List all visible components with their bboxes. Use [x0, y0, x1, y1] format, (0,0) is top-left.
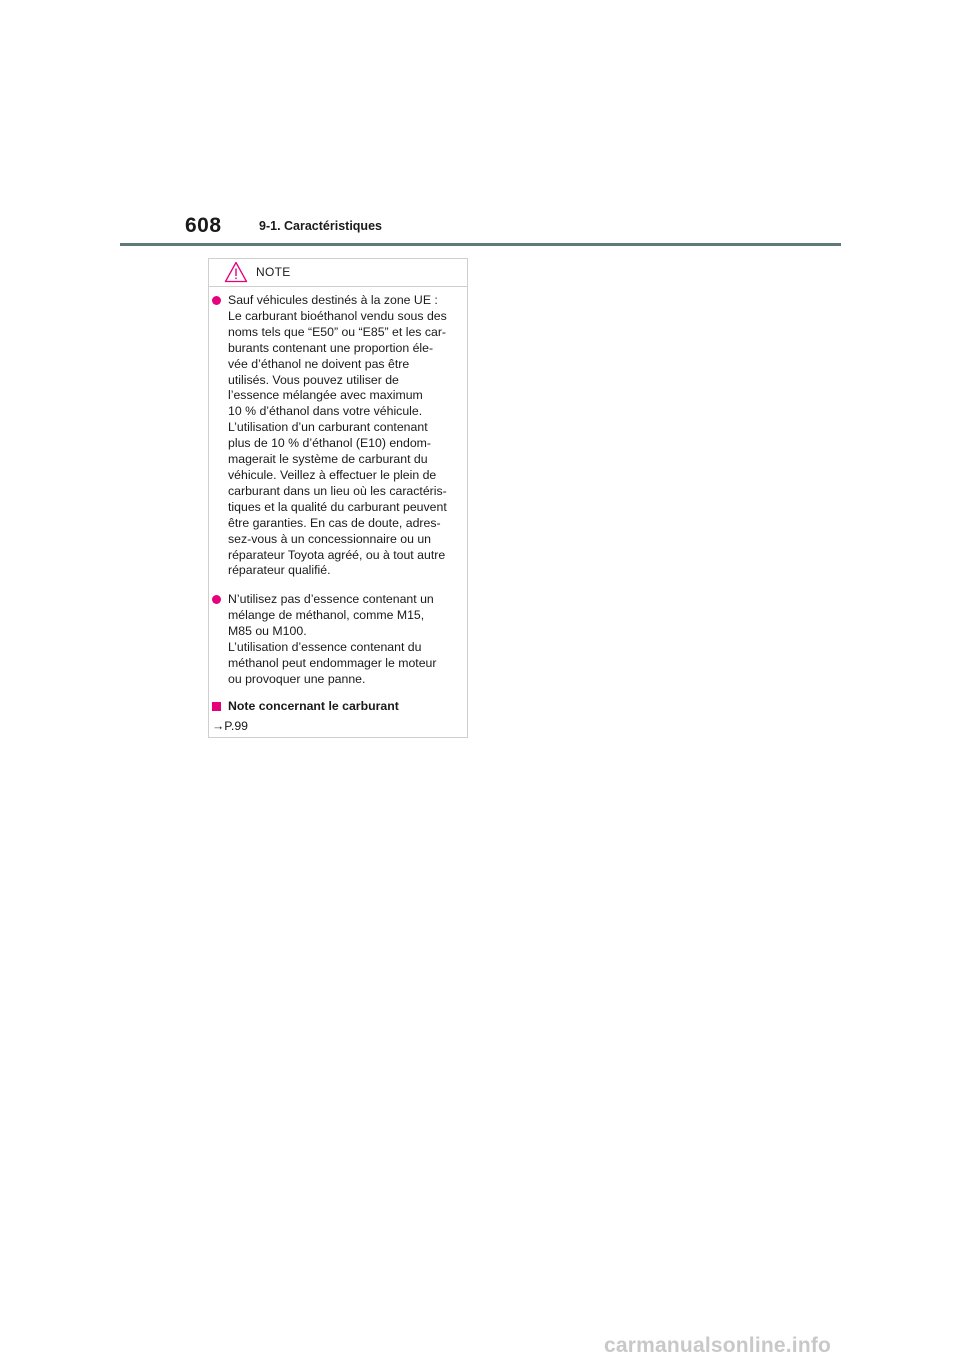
- note-box: [208, 258, 468, 738]
- warning-triangle-icon: [224, 261, 248, 283]
- square-bullet-icon: [212, 702, 221, 711]
- watermark: carmanualsonline.info: [604, 1334, 832, 1357]
- subheading-text: Note concernant le carburant: [228, 699, 399, 713]
- note-header: [209, 259, 467, 286]
- note-divider: [209, 286, 467, 287]
- note-bullet-bioethanol: [212, 293, 462, 579]
- bullet-text: Sauf véhicules destinés à la zone UE : Le carburant bioéthanol vendu sous des noms tels que “E50” ou “E85” et les car- burants contenant une proportion éle- vée d’éthanol ne doivent pas être utilisés. Vous pouvez utiliser de l’essence mélangée avec maximum 10 % d’éthanol dans votre véhicule. L’utilisation d’un carburant contenant plus de 10 % d’éthanol (E10) endom- magerait le système de carburant du véhicule. Veillez à effectuer le plein de carburant dans un lieu où les caractéris- tiques et la qualité du carburant peuvent être garanties. En cas de doute, adres- sez-vous à un concessionnaire ou un réparateur Toyota agréé, ou à tout autre réparateur qualifié.: [228, 293, 447, 578]
- page-number: 608: [185, 214, 222, 237]
- bullet-dot-icon: [212, 595, 221, 604]
- page-reference-link[interactable]: →P.99: [212, 719, 249, 733]
- header-divider: [120, 243, 841, 246]
- bullet-dot-icon: [212, 296, 221, 305]
- bullet-text: N’utilisez pas d’essence contenant un mélange de méthanol, comme M15, M85 ou M100. L’utilisation d’essence contenant du méthanol peut endommager le moteur ou provoquer une panne.: [228, 592, 437, 686]
- fuel-note-subheading: [212, 699, 462, 715]
- note-title: NOTE: [256, 265, 291, 279]
- section-title: 9-1. Caractéristiques: [259, 219, 382, 233]
- note-bullet-methanol: [212, 592, 462, 687]
